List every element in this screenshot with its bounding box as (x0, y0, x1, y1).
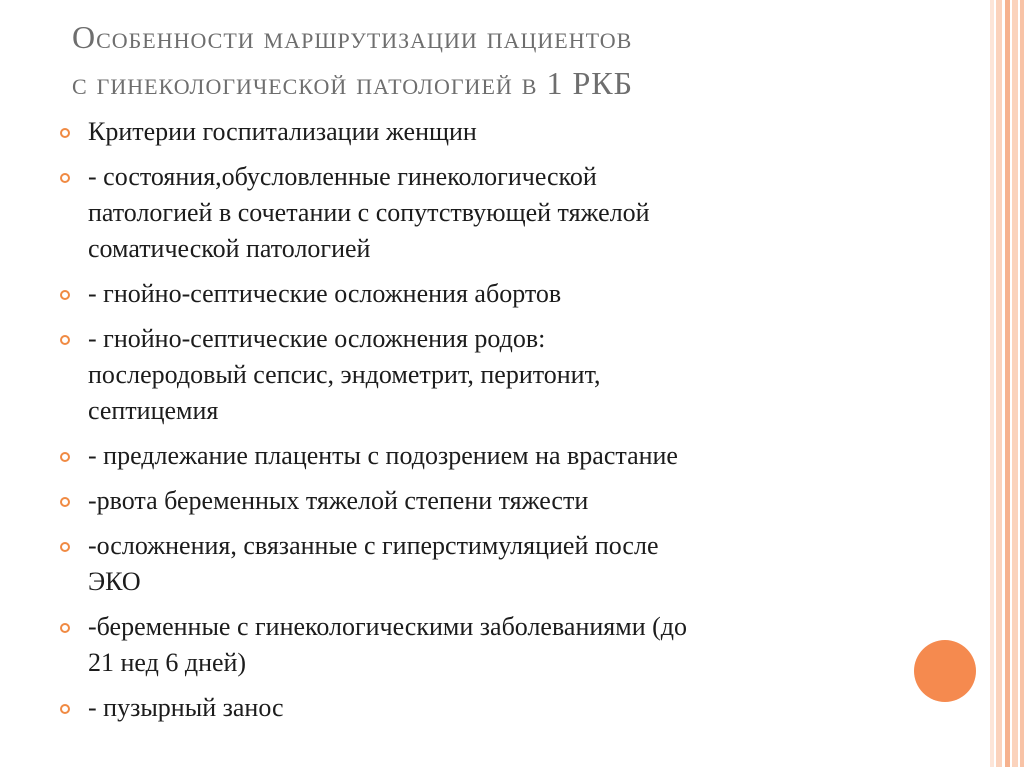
bullet-line: - предлежание плаценты с подозрением на врастание (88, 441, 678, 470)
bullet-list (58, 114, 908, 735)
ring-bullet-icon (60, 542, 70, 552)
bullet-line: послеродовый сепсис, эндометрит, перитонит, (88, 360, 601, 389)
bullet-line: Критерии госпитализации женщин (88, 117, 477, 146)
bullet-line: соматической патологией (88, 234, 371, 263)
bullet-line: -осложнения, связанные с гиперстимуляцией после (88, 531, 659, 560)
bullet-line: септицемия (88, 396, 219, 425)
bullet-line: ЭКО (88, 567, 141, 596)
ring-bullet-icon (60, 173, 70, 183)
bullet-item (58, 159, 908, 267)
bullet-item (58, 114, 908, 150)
ring-bullet-icon (60, 335, 70, 345)
title-line-2: с гинекологической патологией в 1 РКБ (72, 65, 633, 101)
stripe (996, 0, 1002, 767)
ring-bullet-icon (60, 290, 70, 300)
bullet-item (58, 483, 908, 519)
ring-bullet-icon (60, 704, 70, 714)
bullet-line: -рвота беременных тяжелой степени тяжести (88, 486, 589, 515)
stripe (1005, 0, 1010, 767)
decorative-side-stripes (984, 0, 1024, 767)
ring-bullet-icon (60, 623, 70, 633)
bullet-line: 21 нед 6 дней) (88, 648, 247, 677)
ring-bullet-icon (60, 497, 70, 507)
orange-circle-decoration (914, 640, 976, 702)
bullet-item (58, 321, 908, 429)
title-line-1: Особенности маршрутизации пациентов (72, 19, 633, 55)
bullet-line: - гнойно-септические осложнения абортов (88, 279, 562, 308)
bullet-item (58, 438, 908, 474)
bullet-line: - пузырный занос (88, 693, 284, 722)
ring-bullet-icon (60, 128, 70, 138)
stripe (1020, 0, 1024, 767)
bullet-line: - состояния,обусловленные гинекологической (88, 162, 597, 191)
bullet-line: патологией в сочетании с сопутствующей тяжелой (88, 198, 650, 227)
bullet-item (58, 609, 908, 681)
slide-title (72, 14, 972, 106)
bullet-line: - гнойно-септические осложнения родов: (88, 324, 546, 353)
bullet-item (58, 690, 908, 726)
bullet-item (58, 528, 908, 600)
stripe (990, 0, 994, 767)
stripe (1012, 0, 1018, 767)
ring-bullet-icon (60, 452, 70, 462)
bullet-item (58, 276, 908, 312)
bullet-line: -беременные с гинекологическими заболеваниями (до (88, 612, 687, 641)
